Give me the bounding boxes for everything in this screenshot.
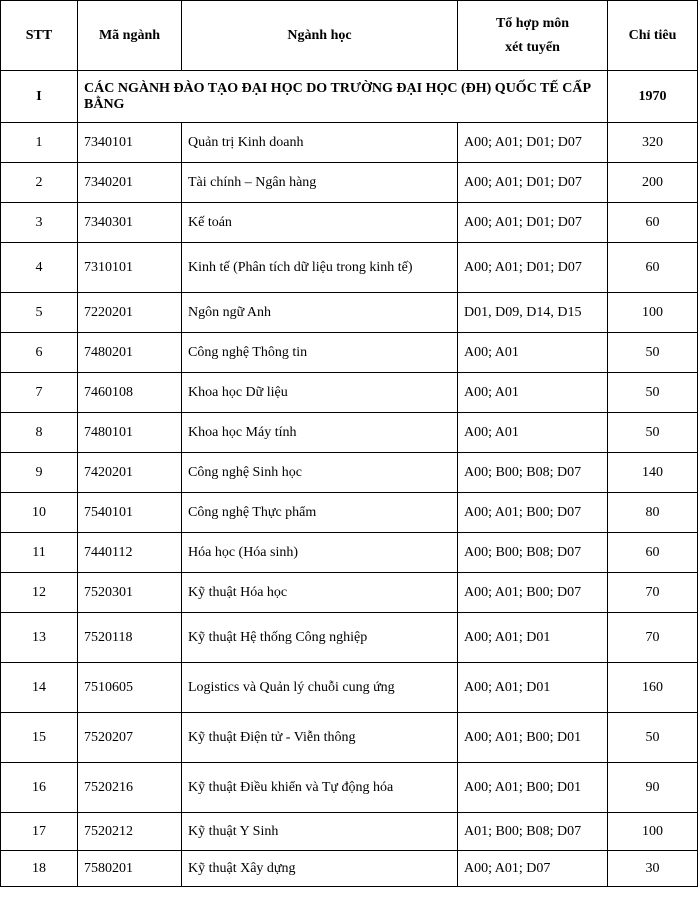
- table-row: [1, 373, 698, 413]
- table-row: [1, 203, 698, 243]
- row-combo: A00; B00; B08; D07: [458, 533, 608, 573]
- row-code: 7520212: [78, 813, 182, 851]
- row-code: 7520301: [78, 573, 182, 613]
- row-stt: 12: [1, 573, 78, 613]
- row-code: 7340301: [78, 203, 182, 243]
- row-code: 7520207: [78, 713, 182, 763]
- table-row: [1, 573, 698, 613]
- row-combo: A00; A01; D01; D07: [458, 123, 608, 163]
- row-combo: A00; A01: [458, 333, 608, 373]
- header-quota: Chỉ tiêu: [608, 1, 698, 71]
- row-quota: 60: [608, 243, 698, 293]
- row-name: Kỹ thuật Hệ thống Công nghiệp: [182, 613, 458, 663]
- header-name: Ngành học: [182, 1, 458, 71]
- row-code: 7520118: [78, 613, 182, 663]
- table-row: [1, 293, 698, 333]
- row-quota: 60: [608, 203, 698, 243]
- row-quota: 320: [608, 123, 698, 163]
- row-combo: A00; A01; B00; D01: [458, 713, 608, 763]
- row-quota: 50: [608, 413, 698, 453]
- row-quota: 50: [608, 713, 698, 763]
- row-stt: 9: [1, 453, 78, 493]
- row-quota: 30: [608, 851, 698, 887]
- row-quota: 50: [608, 333, 698, 373]
- section-row: [1, 71, 698, 123]
- table-row: [1, 493, 698, 533]
- row-name: Kinh tế (Phân tích dữ liệu trong kinh tế): [182, 243, 458, 293]
- row-quota: 50: [608, 373, 698, 413]
- row-name: Ngôn ngữ Anh: [182, 293, 458, 333]
- table-row: [1, 243, 698, 293]
- header-stt: STT: [1, 1, 78, 71]
- header-combo: [458, 1, 608, 71]
- row-combo: D01, D09, D14, D15: [458, 293, 608, 333]
- row-stt: 11: [1, 533, 78, 573]
- header-combo-line2: xét tuyển: [505, 39, 560, 55]
- row-combo: A01; B00; B08; D07: [458, 813, 608, 851]
- row-combo: A00; A01; D01; D07: [458, 163, 608, 203]
- table-row: [1, 663, 698, 713]
- row-name: Quản trị Kinh doanh: [182, 123, 458, 163]
- row-stt: 7: [1, 373, 78, 413]
- row-name: Kỹ thuật Hóa học: [182, 573, 458, 613]
- row-quota: 80: [608, 493, 698, 533]
- row-quota: 90: [608, 763, 698, 813]
- row-code: 7580201: [78, 851, 182, 887]
- row-combo: A00; A01; D01; D07: [458, 243, 608, 293]
- table-row: [1, 123, 698, 163]
- row-combo: A00; A01; D07: [458, 851, 608, 887]
- row-stt: 8: [1, 413, 78, 453]
- row-code: 7420201: [78, 453, 182, 493]
- table-row: [1, 763, 698, 813]
- row-code: 7340101: [78, 123, 182, 163]
- row-combo: A00; A01; B00; D07: [458, 493, 608, 533]
- row-combo: A00; A01; B00; D07: [458, 573, 608, 613]
- row-name: Kỹ thuật Điện tử - Viễn thông: [182, 713, 458, 763]
- row-stt: 2: [1, 163, 78, 203]
- row-stt: 14: [1, 663, 78, 713]
- row-stt: 10: [1, 493, 78, 533]
- row-name: Công nghệ Sinh học: [182, 453, 458, 493]
- row-code: 7460108: [78, 373, 182, 413]
- row-quota: 70: [608, 573, 698, 613]
- row-code: 7340201: [78, 163, 182, 203]
- row-code: 7440112: [78, 533, 182, 573]
- row-combo: A00; A01; B00; D01: [458, 763, 608, 813]
- section-quota: 1970: [608, 71, 698, 123]
- row-name: Hóa học (Hóa sinh): [182, 533, 458, 573]
- row-code: 7310101: [78, 243, 182, 293]
- row-name: Kỹ thuật Y Sinh: [182, 813, 458, 851]
- row-combo: A00; A01: [458, 413, 608, 453]
- row-code: 7520216: [78, 763, 182, 813]
- row-stt: 18: [1, 851, 78, 887]
- row-quota: 160: [608, 663, 698, 713]
- row-stt: 17: [1, 813, 78, 851]
- row-code: 7480201: [78, 333, 182, 373]
- row-stt: 13: [1, 613, 78, 663]
- row-code: 7220201: [78, 293, 182, 333]
- row-combo: A00; B00; B08; D07: [458, 453, 608, 493]
- row-stt: 1: [1, 123, 78, 163]
- row-name: Khoa học Máy tính: [182, 413, 458, 453]
- table-row: [1, 413, 698, 453]
- row-code: 7480101: [78, 413, 182, 453]
- row-quota: 70: [608, 613, 698, 663]
- section-title: CÁC NGÀNH ĐÀO TẠO ĐẠI HỌC DO TRƯỜNG ĐẠI HỌC (ĐH) QUỐC TẾ CẤP BẰNG: [78, 71, 608, 123]
- table-row: [1, 713, 698, 763]
- row-combo: A00; A01: [458, 373, 608, 413]
- row-code: 7540101: [78, 493, 182, 533]
- row-quota: 100: [608, 813, 698, 851]
- row-combo: A00; A01; D01: [458, 613, 608, 663]
- header-row: [1, 1, 698, 71]
- section-index: I: [1, 71, 78, 123]
- row-stt: 6: [1, 333, 78, 373]
- row-name: Kỹ thuật Xây dựng: [182, 851, 458, 887]
- row-quota: 100: [608, 293, 698, 333]
- row-quota: 60: [608, 533, 698, 573]
- row-stt: 4: [1, 243, 78, 293]
- row-quota: 200: [608, 163, 698, 203]
- row-stt: 3: [1, 203, 78, 243]
- table-row: [1, 163, 698, 203]
- table-row: [1, 333, 698, 373]
- row-quota: 140: [608, 453, 698, 493]
- header-combo-line1: Tổ hợp môn: [495, 15, 570, 31]
- table-row: [1, 813, 698, 851]
- row-name: Khoa học Dữ liệu: [182, 373, 458, 413]
- row-name: Kế toán: [182, 203, 458, 243]
- row-name: Logistics và Quản lý chuỗi cung ứng: [182, 663, 458, 713]
- table-row: [1, 613, 698, 663]
- table-row: [1, 851, 698, 887]
- row-stt: 16: [1, 763, 78, 813]
- row-name: Kỹ thuật Điều khiển và Tự động hóa: [182, 763, 458, 813]
- table-row: [1, 533, 698, 573]
- row-combo: A00; A01; D01; D07: [458, 203, 608, 243]
- row-name: Công nghệ Thực phẩm: [182, 493, 458, 533]
- row-name: Tài chính – Ngân hàng: [182, 163, 458, 203]
- row-stt: 5: [1, 293, 78, 333]
- table-row: [1, 453, 698, 493]
- row-code: 7510605: [78, 663, 182, 713]
- row-combo: A00; A01; D01: [458, 663, 608, 713]
- header-code: Mã ngành: [78, 1, 182, 71]
- row-name: Công nghệ Thông tin: [182, 333, 458, 373]
- row-stt: 15: [1, 713, 78, 763]
